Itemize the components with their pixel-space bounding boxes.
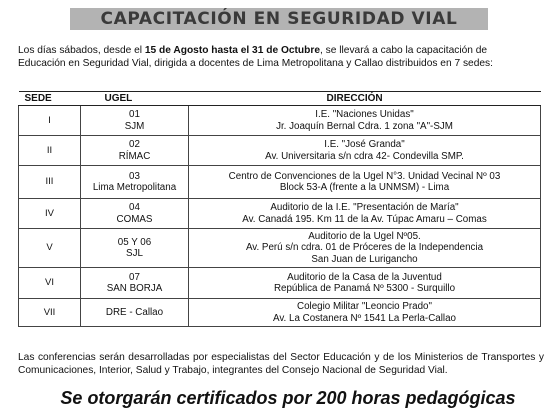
cell-sede: II [19, 136, 81, 166]
intro-paragraph [18, 45, 546, 70]
header-direccion: DIRECCIÓN [189, 92, 541, 106]
footer-paragraph: Las conferencias serán desarrolladas por especialistas del Sector Educación y de los Ministerios de Transportes y Comunicaciones, Interior, Salud y Trabajo, integrantes del Consejo Nacional de Seguridad Vial. [18, 352, 544, 376]
ugel-name: SJM [124, 120, 145, 132]
direccion-line: Centro de Convenciones de la Ugel N°3. Unidad Vecinal Nº 03 [228, 170, 501, 182]
cell-direccion [189, 106, 541, 136]
ugel-number: 04 [129, 202, 140, 213]
ugel-name: Lima Metropolitana [92, 182, 177, 193]
certificate-note: Se otorgarán certificados por 200 horas pedagógicas [60, 388, 516, 408]
ugel-number: 07 [129, 271, 140, 283]
ugel-name: SAN BORJA [106, 283, 163, 294]
cell-sede: VII [19, 299, 81, 327]
table-row [19, 199, 541, 229]
direccion-line: Av. Canadá 195. Km 11 de la Av. Túpac Amaru – Comas [242, 213, 487, 225]
intro-text-start: Los días sábados, desde el [18, 45, 145, 56]
cell-ugel [81, 299, 189, 327]
cell-direccion [189, 229, 541, 268]
direccion-line: Block 53-A (frente a la UNMSM) - Lima [279, 182, 450, 193]
direccion-line: Auditorio de la I.E. "Presentación de María" [270, 202, 459, 213]
cell-ugel [81, 136, 189, 166]
cell-sede: III [19, 166, 81, 199]
cell-sede: V [19, 229, 81, 268]
direccion-line: Av. La Costanera Nº 1541 La Perla-Callao [273, 312, 456, 324]
direccion-line: Jr. Joaquín Bernal Cdra. 1 zona "A"-SJM [276, 120, 453, 132]
cell-ugel [81, 106, 189, 136]
table-row [19, 166, 541, 199]
cell-direccion [189, 299, 541, 327]
intro-text-end: , se llevará a cabo la capacitación de [320, 45, 488, 56]
header-sede: SEDE [19, 92, 81, 106]
header-ugel: UGEL [81, 92, 189, 106]
cell-direccion [189, 268, 541, 299]
table-row [19, 106, 541, 136]
direccion-line: Auditorio de la Casa de la Juventud [287, 271, 442, 283]
sedes-table [18, 91, 541, 327]
direccion-line: Auditorio de la Ugel Nº05. [308, 230, 421, 242]
direccion-line: Av. Universitaria s/n cdra 42- Condevilla SMP. [265, 150, 464, 162]
direccion-line: República de Panamá Nº 5300 - Surquillo [273, 283, 456, 294]
table-row [19, 229, 541, 268]
direccion-line: San Juan de Lurigancho [311, 253, 418, 265]
table-row [19, 136, 541, 166]
ugel-name: DRE - Callao [105, 306, 164, 318]
cell-direccion [189, 136, 541, 166]
ugel-number: 01 [129, 109, 140, 120]
direccion-line: I.E. "Naciones Unidas" [315, 109, 414, 120]
cell-sede: I [19, 106, 81, 136]
ugel-name: COMAS [116, 213, 153, 225]
title-banner [70, 8, 488, 30]
table-row [19, 268, 541, 299]
cell-sede: VI [19, 268, 81, 299]
ugel-name: RÍMAC [118, 150, 151, 162]
cell-ugel [81, 268, 189, 299]
ugel-number: 02 [129, 139, 140, 150]
cell-direccion [189, 199, 541, 229]
cell-ugel [81, 229, 189, 268]
table-header-row [19, 92, 541, 106]
direccion-line: Colegio Militar "Leoncio Prado" [297, 301, 432, 312]
direccion-line: I.E. "José Granda" [324, 139, 405, 150]
cell-ugel [81, 199, 189, 229]
cell-sede: IV [19, 199, 81, 229]
ugel-number: 03 [129, 170, 140, 182]
intro-line-2: Educación en Seguridad Vial, dirigida a docentes de Lima Metropolitana y Callao distribuidos en 7 sedes: [18, 57, 493, 69]
table-row [19, 299, 541, 327]
page-title: CAPACITACIÓN EN SEGURIDAD VIAL [100, 9, 458, 29]
ugel-number: 05 Y 06 [117, 236, 152, 248]
cell-direccion [189, 166, 541, 199]
ugel-name: SJL [126, 248, 143, 259]
cell-ugel [81, 166, 189, 199]
intro-dates: 15 de Agosto hasta el 31 de Octubre [144, 45, 321, 56]
direccion-line: Av. Perú s/n cdra. 01 de Próceres de la Independencia [245, 242, 484, 254]
